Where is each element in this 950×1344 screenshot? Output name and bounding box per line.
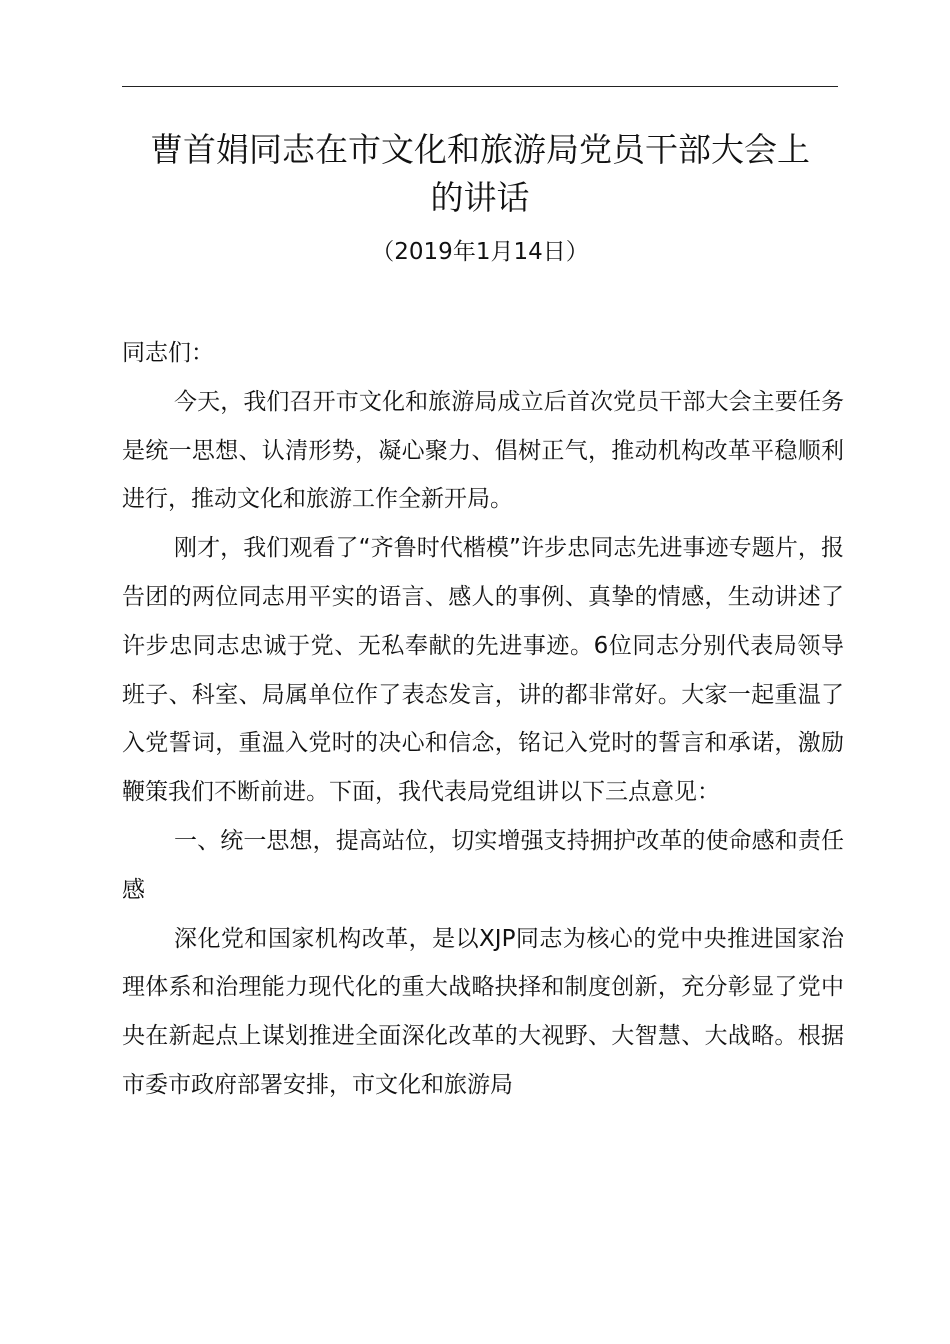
speech-date: （2019年1月14日） bbox=[371, 239, 589, 265]
section-heading-1: 一、统一思想，提高站位，切实增强支持拥护改革的使命感和责任感 bbox=[122, 827, 844, 903]
paragraph-3: 深化党和国家机构改革，是以XJP同志为核心的党中央推进国家治理体系和治理能力现代化的重大战略抉择和制度创新，充分彰显了党中央在新起点上谋划推进全面深化改革的大视野、大智慧、大战略。根据市委市政府部署安排，市文化和旅游局 bbox=[122, 925, 844, 1098]
speech-body bbox=[122, 329, 844, 1110]
document-title bbox=[110, 126, 850, 222]
header-rule bbox=[122, 86, 838, 87]
paragraph-2: 刚才，我们观看了“齐鲁时代楷模”许步忠同志先进事迹专题片，报告团的两位同志用平实的语言、感人的事例、真挚的情感，生动讲述了许步忠同志忠诚于党、无私奉献的先进事迹。6位同志分别代表局领导班子、科室、局属单位作了表态发言，讲的都非常好。大家一起重温了入党誓词，重温入党时的决心和信念，铭记入党时的誓言和承诺，激励鞭策我们不断前进。下面，我代表局党组讲以下三点意见： bbox=[122, 535, 844, 806]
paragraph-1: 今天，我们召开市文化和旅游局成立后首次党员干部大会主要任务是统一思想、认清形势，凝心聚力、倡树正气，推动机构改革平稳顺利进行，推动文化和旅游工作全新开局。 bbox=[122, 388, 844, 513]
title-line-2: 的讲话 bbox=[430, 178, 530, 217]
salutation: 同志们： bbox=[122, 340, 214, 366]
title-line-1: 曹首娟同志在市文化和旅游局党员干部大会上 bbox=[150, 130, 810, 169]
